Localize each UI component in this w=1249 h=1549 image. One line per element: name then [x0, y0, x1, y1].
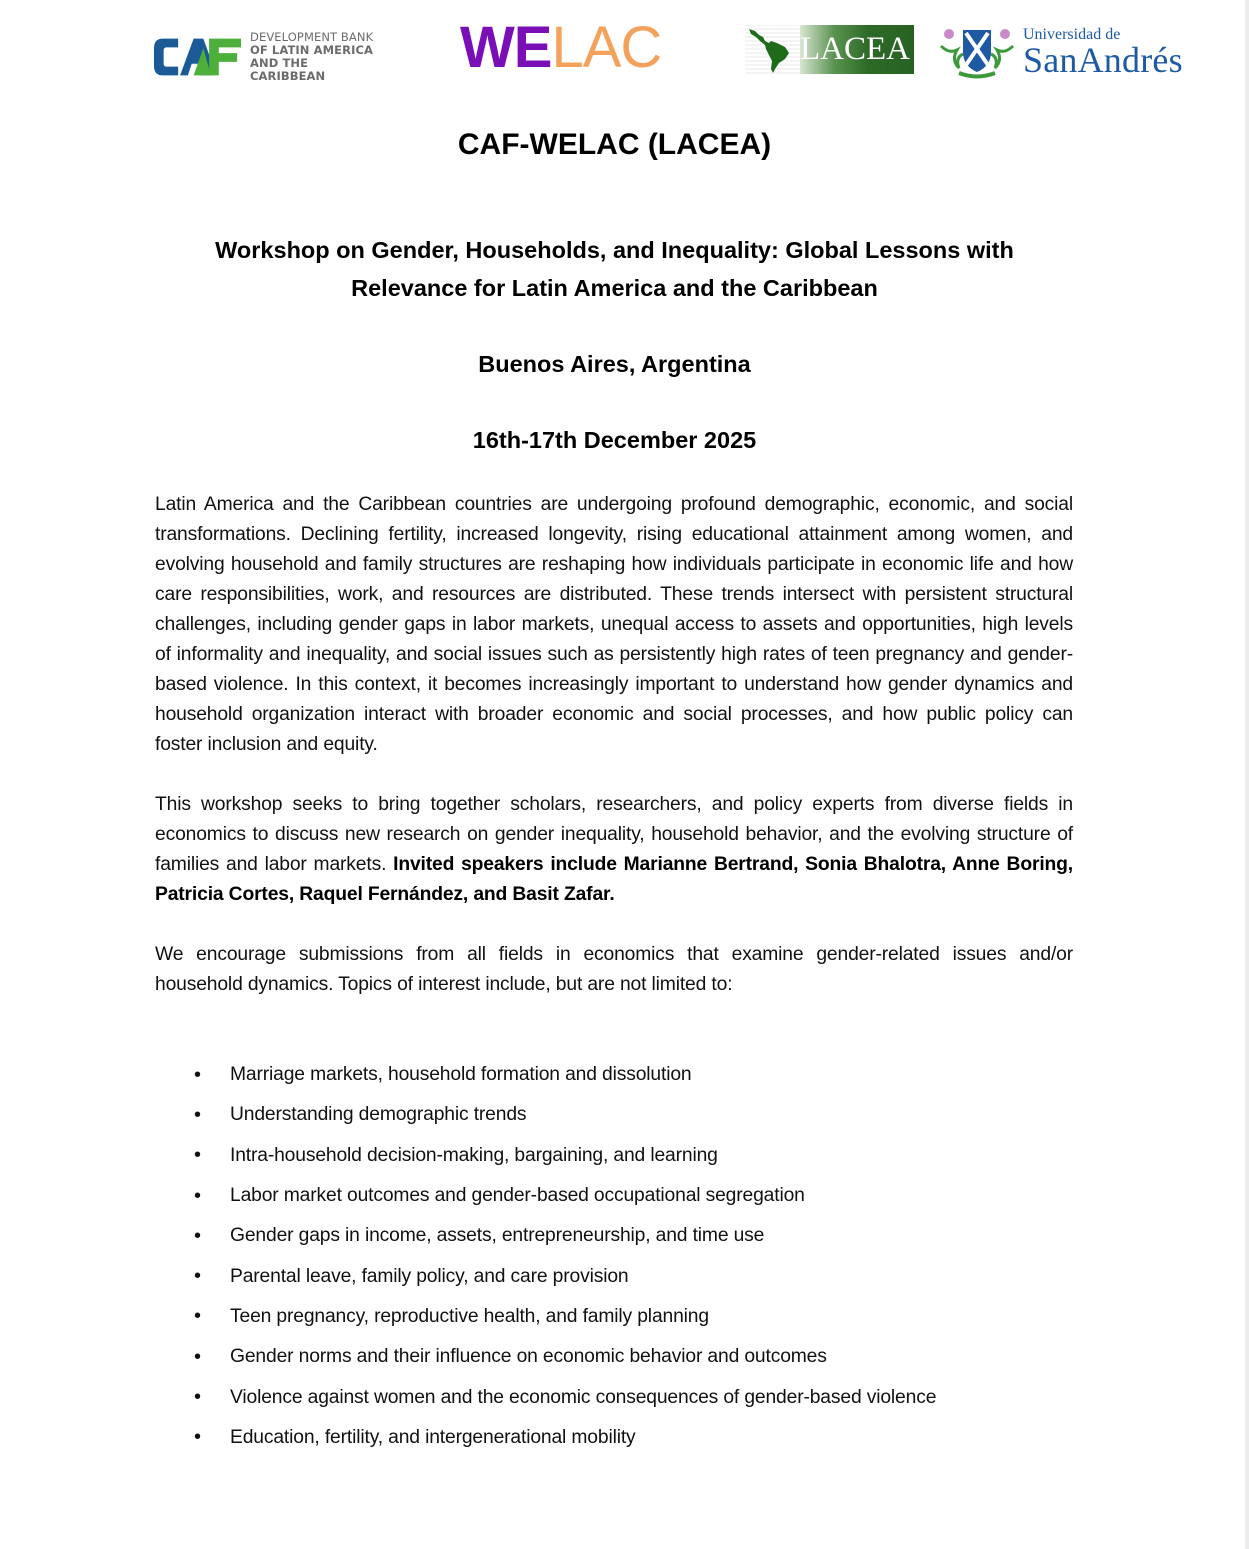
topic-item [190, 1136, 1090, 1176]
welac-logo-we: WE [460, 15, 552, 80]
bullet-icon: • [194, 1063, 201, 1086]
caf-tagline-line3: AND THE CARIBBEAN [250, 56, 326, 83]
topic-item [190, 1256, 1090, 1296]
topic-label: Marriage markets, household formation and dissolution [230, 1064, 692, 1086]
invited-speakers-text: Invited speakers include Marianne Bertrand, Sonia Bhalotra, Anne Boring, Patricia Cortes, Raquel Fernández, and Basit Zafar. [155, 854, 1073, 905]
shield-crest-icon [935, 24, 1019, 80]
topic-label: Understanding demographic trends [230, 1104, 527, 1126]
workshop-title-line2: Relevance for Latin America and the Caribbean [351, 275, 878, 301]
topic-label: Labor market outcomes and gender-based occupational segregation [230, 1185, 805, 1207]
workshop-title [0, 231, 1229, 307]
bullet-icon: • [194, 1345, 201, 1368]
topic-label: Violence against women and the economic consequences of gender-based violence [230, 1386, 937, 1408]
workshop-description-paragraph [155, 790, 1073, 910]
caf-mark-icon [153, 34, 242, 80]
caf-tagline-line2: OF LATIN AMERICA [250, 43, 373, 57]
topic-label: Intra-household decision-making, bargaining, and learning [230, 1144, 718, 1166]
topic-item [190, 1297, 1090, 1337]
topic-item [190, 1377, 1090, 1417]
submissions-paragraph: We encourage submissions from all fields in economics that examine gender-related issues and/or household dynamics. Topics of interest include, but are not limited to: [155, 944, 1073, 995]
event-location: Buenos Aires, Argentina [478, 351, 751, 377]
lacea-logo [745, 25, 910, 74]
intro-paragraph: Latin America and the Caribbean countries are undergoing profound demographic, economic, and social transformations. Declining fertility, increased longevity, rising educational attainment among women, and evolving household and family structures are reshaping how individuals participate in economic life and how care responsibilities, work, and resources are distributed. These trends intersect with persistent structural challenges, including gender gaps in labor markets, unequal access to assets and opportunities, high levels of informality and inequality, and social issues such as persistently high rates of teen pregnancy and gender-based violence. In this context, it becomes increasingly important to understand how gender dynamics and household organization interact with broader economic and social processes, and how public policy can foster inclusion and equity. [155, 494, 1073, 755]
welac-logo [460, 15, 662, 80]
bullet-icon: • [194, 1224, 201, 1247]
topic-label: Parental leave, family policy, and care provision [230, 1265, 629, 1287]
bullet-icon: • [194, 1386, 201, 1409]
udesa-logo [935, 22, 1215, 82]
bullet-icon: • [194, 1265, 201, 1288]
topic-label: Gender norms and their influence on economic behavior and outcomes [230, 1346, 827, 1368]
bullet-icon: • [194, 1305, 201, 1328]
lacea-wordmark: LACEA [800, 25, 914, 74]
udesa-wordmark-line1: Universidad de [1023, 26, 1121, 43]
workshop-description-text: This workshop seeks to bring together scholars, researchers, and policy experts from diverse fields in economics to discuss new research on gender inequality, household behavior, and the evolving structure of families and labor markets. [155, 794, 1073, 875]
topic-item [190, 1095, 1090, 1135]
event-date: 16th-17th December 2025 [472, 427, 757, 453]
topic-label: Gender gaps in income, assets, entrepreneurship, and time use [230, 1225, 765, 1247]
udesa-wordmark [1023, 26, 1183, 80]
caf-logo [153, 32, 383, 82]
topic-label: Education, fertility, and intergenerational mobility [230, 1426, 636, 1448]
bullet-icon: • [194, 1103, 201, 1126]
latin-america-map-icon [745, 25, 800, 74]
bullet-icon: • [194, 1144, 201, 1167]
topics-list [190, 1055, 1090, 1458]
topic-item [190, 1216, 1090, 1256]
topic-item [190, 1055, 1090, 1095]
page-edge [1245, 0, 1249, 1549]
document-title: CAF-WELAC (LACEA) [457, 128, 772, 161]
bullet-icon: • [194, 1426, 201, 1449]
welac-logo-lac: LAC [551, 15, 662, 80]
caf-tagline-line1: DEVELOPMENT BANK [250, 30, 374, 44]
topic-item [190, 1337, 1090, 1377]
bullet-icon: • [194, 1184, 201, 1207]
topic-item [190, 1176, 1090, 1216]
caf-tagline [250, 31, 383, 83]
topic-label: Teen pregnancy, reproductive health, and family planning [230, 1305, 709, 1327]
workshop-title-line1: Workshop on Gender, Households, and Inequality: Global Lessons with [215, 237, 1014, 263]
topic-item [190, 1418, 1090, 1458]
udesa-wordmark-line2: SanAndrés [1023, 40, 1183, 80]
